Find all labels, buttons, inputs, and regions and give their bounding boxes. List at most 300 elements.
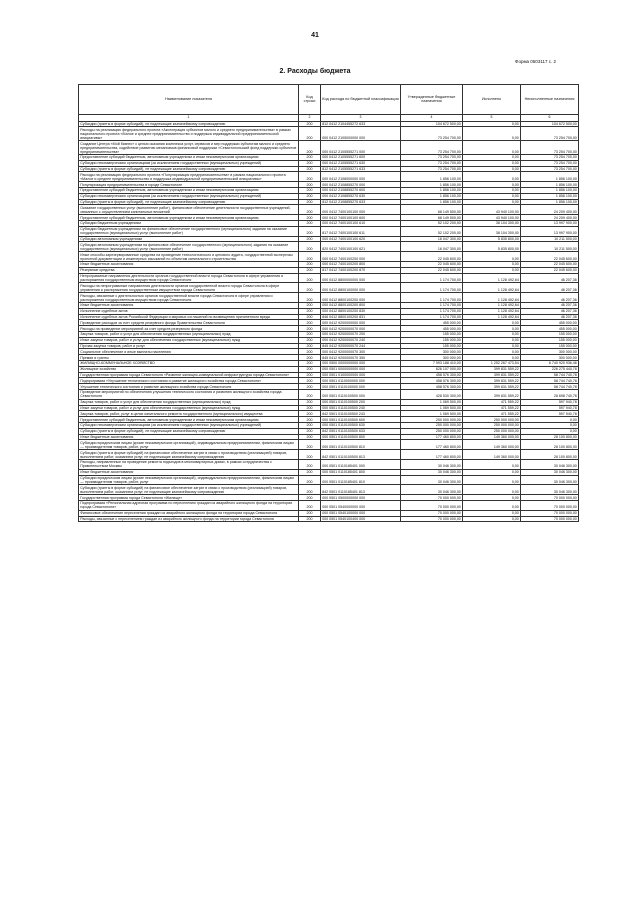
expenditure-table xyxy=(78,84,579,522)
row-kbk: 842 0501 0110100500 243 xyxy=(321,411,401,417)
row-executed: 1 252 267 473,54 xyxy=(463,361,521,367)
row-name: Государственная программа города Севастополя «Жилище» xyxy=(79,495,299,501)
row-unexecuted: 58 744 740,78 xyxy=(521,378,579,384)
row-unexecuted: 1 856 100,00 xyxy=(521,188,579,194)
row-executed: 0,00 xyxy=(463,127,521,141)
row-kbk: 000 0412 2105555271 000 xyxy=(321,141,401,155)
row-name: Подпрограмма «Улучшение технического состояния и развитие жилищного хозяйства города Севастополя» xyxy=(79,378,299,384)
row-kbk: 820 0412 7400100100 621 xyxy=(321,242,401,252)
row-kbk: 842 0501 0110185401 813 xyxy=(321,485,401,495)
row-approved: 1 856 100,00 xyxy=(401,172,463,182)
row-code: 200 xyxy=(299,182,321,188)
page-number: 41 xyxy=(311,32,319,39)
row-approved: 22 045 600,00 xyxy=(401,267,463,273)
row-approved: 52 102 200,00 xyxy=(401,226,463,236)
row-executed: 399 831 559,22 xyxy=(463,372,521,378)
row-code: 200 xyxy=(299,303,321,309)
row-kbk: 000 0412 9200000070 240 xyxy=(321,337,401,343)
row-approved: 73 254 700,00 xyxy=(401,141,463,155)
row-kbk: 000 0412 2108855270 600 xyxy=(321,188,401,194)
row-executed: 1 128 492,64 xyxy=(463,293,521,303)
row-approved: 250 000 000,00 xyxy=(401,428,463,434)
row-kbk: 000 0501 0110100500 810 xyxy=(321,440,401,450)
row-code: 200 xyxy=(299,141,321,155)
row-executed: 250 000 000,00 xyxy=(463,428,521,434)
row-name: Субсидии некоммерческим организациям (за исключением государственных (муниципальных) учреждений) xyxy=(79,160,299,166)
row-kbk: 000 0412 2105000000 000 xyxy=(321,127,401,141)
row-code: 200 xyxy=(299,475,321,485)
row-unexecuted: 13 997 900,00 xyxy=(521,221,579,227)
row-name: Субсидии (гранты в форме субсидий) на финансовое обеспечение затрат в связи с производством (реализацией) товаров, выполнением работ, оказанием услуг, не подлежащие казначейскому сопровождению xyxy=(79,485,299,495)
row-name: Предоставление субсидий бюджетным, автономным учреждениям и иным некоммерческим организациям xyxy=(79,417,299,423)
row-executed: 0,00 xyxy=(463,166,521,172)
row-unexecuted: 73 254 700,00 xyxy=(521,166,579,172)
col-index: 6 xyxy=(521,114,579,121)
row-code: 200 xyxy=(299,166,321,172)
row-unexecuted: 0,00 xyxy=(521,417,579,423)
row-executed: 0,00 xyxy=(463,193,521,199)
table-row xyxy=(79,127,579,141)
row-code: 200 xyxy=(299,501,321,511)
row-code: 200 xyxy=(299,361,321,367)
row-code: 200 xyxy=(299,215,321,221)
row-executed: 149 360 000,00 xyxy=(463,450,521,460)
row-name: Популяризация предпринимательства в городе Севастополе xyxy=(79,182,299,188)
row-kbk: 000 0412 8800100200 800 xyxy=(321,303,401,309)
row-approved: 1 069 500,00 xyxy=(401,411,463,417)
row-kbk: 000 0501 0100000000 000 xyxy=(321,372,401,378)
row-name: Жилищное хозяйство xyxy=(79,366,299,372)
row-name: Субсидии некоммерческим организациям (за исключением государственных (муниципальных) учреждений) xyxy=(79,423,299,429)
row-kbk: 000 0412 7400100100 610 xyxy=(321,221,401,227)
row-kbk: 000 0500 0000000000 000 xyxy=(321,361,401,367)
row-executed: 0,00 xyxy=(463,337,521,343)
row-executed: 5 835 800,00 xyxy=(463,236,521,242)
row-code: 200 xyxy=(299,326,321,332)
row-name: Проведение расходов за счет средств резервного фонда Правительства Севастополя xyxy=(79,320,299,326)
row-kbk: 000 0412 2108855270 000 xyxy=(321,182,401,188)
row-approved: 155 000,00 xyxy=(401,332,463,338)
row-code: 200 xyxy=(299,516,321,522)
row-approved: 177 460 800,00 xyxy=(401,440,463,450)
row-code: 200 xyxy=(299,188,321,194)
col-header-executed: Исполнено xyxy=(463,85,521,115)
row-code: 200 xyxy=(299,283,321,293)
row-unexecuted: 22 045 600,00 xyxy=(521,252,579,262)
row-kbk: 000 0501 0110185401 000 xyxy=(321,460,401,470)
row-approved: 30 046 300,00 xyxy=(401,475,463,485)
row-executed: 0,00 xyxy=(463,460,521,470)
row-unexecuted: 58 744 740,78 xyxy=(521,372,579,378)
row-code: 200 xyxy=(299,469,321,475)
row-executed: 0,00 xyxy=(463,326,521,332)
row-approved: 70 000 000,00 xyxy=(401,495,463,501)
row-code: 200 xyxy=(299,390,321,400)
row-approved: 300 000,00 xyxy=(401,349,463,355)
row-unexecuted: 30 046 300,00 xyxy=(521,460,579,470)
row-kbk: 000 0412 2108000000 000 xyxy=(321,172,401,182)
table-row xyxy=(79,141,579,155)
row-kbk: 000 0412 9200000070 000 xyxy=(321,326,401,332)
row-executed: 250 000 000,00 xyxy=(463,423,521,429)
row-approved: 1 174 700,00 xyxy=(401,314,463,320)
table-body xyxy=(79,121,579,522)
row-name: Оказание государственных услуг (выполнение работ), финансовое обеспечение деятельности государственных учреждений, связанных с осуществлением капитальных вложений xyxy=(79,205,299,215)
row-code: 200 xyxy=(299,160,321,166)
row-executed: 0,00 xyxy=(463,252,521,262)
row-executed: 0,00 xyxy=(463,199,521,205)
row-executed: 0,00 xyxy=(463,182,521,188)
table-row xyxy=(79,516,579,522)
row-unexecuted: 30 046 300,00 xyxy=(521,485,579,495)
col-header-kbk: Код расхода по бюджетной классификации xyxy=(321,85,401,115)
row-code: 200 xyxy=(299,205,321,215)
row-unexecuted: 1 856 100,00 xyxy=(521,182,579,188)
row-kbk: 000 0412 9200000070 200 xyxy=(321,332,401,338)
row-executed: 149 360 000,00 xyxy=(463,434,521,440)
table-row xyxy=(79,242,579,252)
row-code: 200 xyxy=(299,293,321,303)
row-name: Субсидии (гранты в форме субсидий), не подлежащие казначейскому сопровождению xyxy=(79,428,299,434)
col-index: 4 xyxy=(401,114,463,121)
row-name: Прочая закупка товаров, работ и услуг xyxy=(79,343,299,349)
row-unexecuted: 1 856 100,00 xyxy=(521,172,579,182)
row-name: Создание Центра «Мой бизнес» с целью оказания комплекса услуг, сервисов и мер поддержки субъектам малого и среднего предпринимательства, содействие развитию механизмов финансовой поддержки «Севастопольский фонд поддержки субъектов предпринимательства» xyxy=(79,141,299,155)
row-approved: 1 856 100,00 xyxy=(401,199,463,205)
row-executed: 43 940 100,00 xyxy=(463,205,521,215)
row-name: Иные закупки товаров, работ и услуг для обеспечения государственных (муниципальных) нужд xyxy=(79,405,299,411)
row-kbk: 842 0501 0110100500 813 xyxy=(321,450,401,460)
row-approved: 1 174 700,00 xyxy=(401,273,463,283)
row-kbk: 000 0412 8800000000 000 xyxy=(321,273,401,283)
table-row xyxy=(79,283,579,293)
row-executed: 0,00 xyxy=(463,267,521,273)
section-title: 2. Расходы бюджета xyxy=(279,68,351,75)
row-unexecuted: 70 000 000,00 xyxy=(521,516,579,522)
row-unexecuted: 70 000 000,00 xyxy=(521,495,579,501)
row-executed: 0,00 xyxy=(463,343,521,349)
row-approved: 16 047 300,00 xyxy=(401,236,463,242)
row-kbk: 000 0412 7400100100 620 xyxy=(321,236,401,242)
row-unexecuted: 226 275 440,78 xyxy=(521,366,579,372)
row-name: Субсидии бюджетным учреждениям на финансовое обеспечение государственного (муниципального) задания на оказание государственных (муниципальных) услуг (выполнение работ) xyxy=(79,226,299,236)
row-executed: 0,00 xyxy=(463,495,521,501)
row-kbk: 000 0501 0500000000 000 xyxy=(321,495,401,501)
row-kbk: 000 0412 7400100200 000 xyxy=(321,252,401,262)
row-approved: 155 000,00 xyxy=(401,343,463,349)
row-executed: 0,00 xyxy=(463,188,521,194)
row-executed: 399 831 559,22 xyxy=(463,390,521,400)
row-code: 200 xyxy=(299,495,321,501)
col-index: 2 xyxy=(299,114,321,121)
row-code: 200 xyxy=(299,434,321,440)
row-name: Иные бюджетные ассигнования xyxy=(79,303,299,309)
row-name: Субсидии бюджетным учреждениям xyxy=(79,221,299,227)
row-executed: 471 559,22 xyxy=(463,399,521,405)
column-index-row xyxy=(79,114,579,121)
table-row xyxy=(79,205,579,215)
row-kbk: 812 0412 2105555271 633 xyxy=(321,166,401,172)
row-unexecuted: 10 211 500,00 xyxy=(521,236,579,242)
row-approved: 458 576 300,00 xyxy=(401,378,463,384)
row-kbk: 812 0412 2104455272 633 xyxy=(321,121,401,127)
row-unexecuted: 0,00 xyxy=(521,428,579,434)
row-approved: 1 174 700,00 xyxy=(401,283,463,293)
row-executed: 0,00 xyxy=(463,349,521,355)
row-kbk: 000 0412 8800100200 000 xyxy=(321,293,401,303)
row-executed: 0,00 xyxy=(463,332,521,338)
row-approved: 22 045 600,00 xyxy=(401,252,463,262)
row-unexecuted: 155 000,00 xyxy=(521,343,579,349)
row-unexecuted: 73 254 700,00 xyxy=(521,160,579,166)
row-code: 200 xyxy=(299,440,321,450)
row-kbk: 000 0412 8800100000 000 xyxy=(321,283,401,293)
row-name: Субсидии юридическим лицам (кроме некоммерческих организаций), индивидуальным предпринимателям, физическим лицам — производителям товаров, работ, услуг xyxy=(79,440,299,450)
row-code: 200 xyxy=(299,343,321,349)
row-executed: 0,00 xyxy=(463,501,521,511)
row-unexecuted: 73 254 700,00 xyxy=(521,141,579,155)
row-executed: 0,00 xyxy=(463,516,521,522)
row-kbk: 000 0412 7400100100 600 xyxy=(321,215,401,221)
row-executed: 0,00 xyxy=(463,141,521,155)
row-name: Закупка товаров, работ и услуг для обеспечения государственных (муниципальных) нужд xyxy=(79,399,299,405)
row-name: Предоставление субсидий бюджетным, автономным учреждениям и иным некоммерческим организациям xyxy=(79,188,299,194)
row-approved: 250 000 000,00 xyxy=(401,417,463,423)
row-approved: 300 000,00 xyxy=(401,355,463,361)
row-unexecuted: 46 207,36 xyxy=(521,314,579,320)
row-code: 200 xyxy=(299,460,321,470)
row-name: Расходы, связанные с деятельностью органов государственной власти города Севастополя в сфере управления и распоряжения государственным имуществом города Севастополя xyxy=(79,293,299,303)
row-unexecuted: 455 000,00 xyxy=(521,326,579,332)
row-approved: 16 047 300,00 xyxy=(401,242,463,252)
row-code: 200 xyxy=(299,372,321,378)
row-executed: 1 128 492,64 xyxy=(463,308,521,314)
row-executed: 0,00 xyxy=(463,469,521,475)
table-row xyxy=(79,293,579,303)
row-code: 200 xyxy=(299,155,321,161)
row-unexecuted: 597 940,78 xyxy=(521,405,579,411)
row-code: 200 xyxy=(299,121,321,127)
row-executed: 0,00 xyxy=(463,355,521,361)
row-executed: 149 360 000,00 xyxy=(463,440,521,450)
row-name: Расходы на реализацию федерального проекта «Акселерация субъектов малого и среднего предпринимательства» в рамках национального проекта «Малое и среднее предпринимательство и поддержка индивидуальной предпринимательской инициативы» xyxy=(79,127,299,141)
row-code: 200 xyxy=(299,349,321,355)
row-kbk: 812 0412 2108855270 633 xyxy=(321,199,401,205)
row-name: Исполнение судебных актов Российской Федерации и мировых соглашений по возмещению причиненного вреда xyxy=(79,314,299,320)
table-row xyxy=(79,475,579,485)
row-executed: 38 104 300,00 xyxy=(463,221,521,227)
row-code: 200 xyxy=(299,450,321,460)
row-approved: 7 993 188 410,00 xyxy=(401,361,463,367)
row-kbk: 000 0501 0110000000 000 xyxy=(321,378,401,384)
row-kbk: 845 0412 9200000070 350 xyxy=(321,355,401,361)
row-code: 200 xyxy=(299,355,321,361)
row-name: Иные бюджетные ассигнования xyxy=(79,469,299,475)
row-name: Расходы на непрограммные направления деятельности органов государственной власти города Севастополя в сфере управления и распоряжения государственным имуществом города Севастополя xyxy=(79,283,299,293)
row-approved: 250 000 000,00 xyxy=(401,423,463,429)
row-unexecuted: 28 100 800,00 xyxy=(521,450,579,460)
row-kbk: 000 0501 0110185401 800 xyxy=(321,469,401,475)
row-approved: 1 856 100,00 xyxy=(401,182,463,188)
row-code: 200 xyxy=(299,267,321,273)
row-approved: 1 069 500,00 xyxy=(401,405,463,411)
row-unexecuted: 13 997 900,00 xyxy=(521,226,579,236)
row-kbk: 000 0501 0110100500 630 xyxy=(321,423,401,429)
row-approved: 73 254 700,00 xyxy=(401,155,463,161)
row-unexecuted: 30 046 300,00 xyxy=(521,475,579,485)
row-unexecuted: 22 045 600,00 xyxy=(521,267,579,273)
row-name: Иные закупки товаров, работ и услуг для обеспечения государственных (муниципальных) нужд xyxy=(79,337,299,343)
row-unexecuted: 46 207,36 xyxy=(521,283,579,293)
row-name: Иные бюджетные ассигнования xyxy=(79,434,299,440)
row-approved: 1 069 500,00 xyxy=(401,399,463,405)
row-code: 200 xyxy=(299,411,321,417)
row-code: 200 xyxy=(299,236,321,242)
row-unexecuted: 70 000 000,00 xyxy=(521,510,579,516)
col-header-code: Код строки xyxy=(299,85,321,115)
row-unexecuted: 46 207,36 xyxy=(521,308,579,314)
row-kbk: 817 0412 7400100100 611 xyxy=(321,226,401,236)
row-code: 200 xyxy=(299,172,321,182)
row-code: 200 xyxy=(299,423,321,429)
row-unexecuted: 46 207,36 xyxy=(521,293,579,303)
row-name: Иные бюджетные ассигнования xyxy=(79,262,299,268)
col-header-unexecuted: Неисполненные назначения xyxy=(521,85,579,115)
row-code: 200 xyxy=(299,337,321,343)
row-kbk: 000 0501 0110100500 240 xyxy=(321,405,401,411)
row-unexecuted: 155 000,00 xyxy=(521,332,579,338)
row-kbk: 845 0412 9200000070 244 xyxy=(321,343,401,349)
row-name: Расходы на реализацию федерального проекта «Популяризация предпринимательства» в рамках национального проекта «Малое и среднее предпринимательство и поддержка индивидуальной предпринимательской инициативы» xyxy=(79,172,299,182)
table-header-row xyxy=(79,85,579,115)
row-approved: 70 000 000,00 xyxy=(401,501,463,511)
row-executed: 0,00 xyxy=(463,160,521,166)
row-unexecuted: 0,00 xyxy=(521,423,579,429)
row-code: 200 xyxy=(299,252,321,262)
row-name: Субсидии (гранты в форме субсидий) на финансовое обеспечение затрат в связи с производством (реализацией) товаров, выполнением работ, оказанием услуг, не подлежащие казначейскому сопровождению xyxy=(79,450,299,460)
row-name: Закупка товаров, работ и услуг для обеспечения государственных (муниципальных) нужд xyxy=(79,332,299,338)
row-unexecuted: 6 740 920 936,46 xyxy=(521,361,579,367)
row-kbk: 842 0501 0110100500 633 xyxy=(321,428,401,434)
row-code: 200 xyxy=(299,242,321,252)
row-unexecuted: 24 209 400,00 xyxy=(521,205,579,215)
row-approved: 73 254 700,00 xyxy=(401,160,463,166)
col-index: 1 xyxy=(79,114,299,121)
table-row xyxy=(79,450,579,460)
row-unexecuted: 155 000,00 xyxy=(521,337,579,343)
row-kbk: 000 0412 8800100200 830 xyxy=(321,308,401,314)
row-name: Предоставление субсидий бюджетным, автономным учреждениям и иным некоммерческим организациям xyxy=(79,215,299,221)
row-code: 200 xyxy=(299,127,321,141)
row-name: Иные способы зарезервированные средства на проведение технологического и ценового аудита, государственной экспертизы проектной документации и инженерных изысканий по объектам капитального строительства xyxy=(79,252,299,262)
row-unexecuted: 24 209 400,00 xyxy=(521,215,579,221)
row-unexecuted: 10 211 500,00 xyxy=(521,242,579,252)
row-unexecuted: 104 672 500,00 xyxy=(521,121,579,127)
row-executed: 471 559,22 xyxy=(463,405,521,411)
row-approved: 30 046 300,00 xyxy=(401,460,463,470)
row-approved: 52 102 200,00 xyxy=(401,221,463,227)
row-executed: 0,00 xyxy=(463,172,521,182)
row-executed: 0,00 xyxy=(463,475,521,485)
row-executed: 38 104 300,00 xyxy=(463,226,521,236)
table-row xyxy=(79,226,579,236)
row-kbk: 000 0501 0110100500 000 xyxy=(321,390,401,400)
row-unexecuted: 46 207,36 xyxy=(521,303,579,309)
row-approved: 70 000 000,00 xyxy=(401,510,463,516)
row-kbk: 000 0501 0540100000 000 xyxy=(321,510,401,516)
row-name: Субсидии некоммерческим организациям (за исключением государственных (муниципальных) учреждений) xyxy=(79,193,299,199)
row-unexecuted: 28 100 800,00 xyxy=(521,440,579,450)
row-executed: 1 128 492,64 xyxy=(463,283,521,293)
row-kbk: 000 0412 9200000070 300 xyxy=(321,349,401,355)
row-kbk: 000 0412 9200000000 000 xyxy=(321,320,401,326)
row-executed: 399 831 559,22 xyxy=(463,378,521,384)
row-name: Субсидии (гранты в форме субсидий), не подлежащие казначейскому сопровождению xyxy=(79,166,299,172)
row-approved: 1 174 700,00 xyxy=(401,308,463,314)
row-approved: 30 046 300,00 xyxy=(401,469,463,475)
row-unexecuted: 455 000,00 xyxy=(521,320,579,326)
row-approved: 73 254 700,00 xyxy=(401,166,463,172)
row-executed: 0,00 xyxy=(463,262,521,268)
row-executed: 0,00 xyxy=(463,320,521,326)
col-header-name: Наименование показателя xyxy=(79,85,299,115)
row-name: Финансовое обеспечение переселения граждан из аварийного жилищного фонда на территории города Севастополя xyxy=(79,510,299,516)
row-executed: 0,00 xyxy=(463,155,521,161)
row-code: 200 xyxy=(299,273,321,283)
row-approved: 458 576 300,00 xyxy=(401,372,463,378)
row-code: 200 xyxy=(299,510,321,516)
row-kbk: 000 0501 0110100500 600 xyxy=(321,417,401,423)
row-name: Субсидии (гранты в форме субсидий), не подлежащие казначейскому сопровождению xyxy=(79,199,299,205)
row-approved: 1 174 700,00 xyxy=(401,303,463,309)
row-approved: 177 460 800,00 xyxy=(401,434,463,440)
row-executed: 471 559,22 xyxy=(463,411,521,417)
row-approved: 626 107 000,00 xyxy=(401,366,463,372)
row-kbk: 000 0501 0540100400 000 xyxy=(321,516,401,522)
row-name: Субсидии (гранты в форме субсидий), не подлежащие казначейскому сопровождению xyxy=(79,121,299,127)
table-row xyxy=(79,390,579,400)
row-executed: 1 128 492,64 xyxy=(463,303,521,309)
row-kbk: 846 0412 8800100200 831 xyxy=(321,314,401,320)
row-approved: 30 046 300,00 xyxy=(401,485,463,495)
row-kbk: 000 0412 2105555271 630 xyxy=(321,160,401,166)
row-approved: 1 174 700,00 xyxy=(401,293,463,303)
row-kbk: 000 0501 0110100500 200 xyxy=(321,399,401,405)
row-unexecuted: 58 744 740,78 xyxy=(521,384,579,390)
row-name: Предоставление субсидий бюджетным, автономным учреждениям и иным некоммерческим организациям xyxy=(79,155,299,161)
row-code: 200 xyxy=(299,405,321,411)
row-approved: 455 000,00 xyxy=(401,326,463,332)
row-code: 200 xyxy=(299,428,321,434)
row-code: 200 xyxy=(299,262,321,268)
table-row xyxy=(79,440,579,450)
row-code: 200 xyxy=(299,226,321,236)
row-unexecuted: 1 856 100,00 xyxy=(521,199,579,205)
row-executed: 43 940 100,00 xyxy=(463,215,521,221)
row-code: 200 xyxy=(299,308,321,314)
row-executed: 0,00 xyxy=(463,485,521,495)
row-name: Исполнение судебных актов xyxy=(79,308,299,314)
row-approved: 428 530 300,00 xyxy=(401,390,463,400)
row-executed: 0,00 xyxy=(463,121,521,127)
row-approved: 22 045 600,00 xyxy=(401,262,463,268)
row-unexecuted: 70 000 000,00 xyxy=(521,501,579,511)
row-approved: 104 672 500,00 xyxy=(401,121,463,127)
col-header-approved: Утвержденные бюджетные назначения xyxy=(401,85,463,115)
row-code: 200 xyxy=(299,399,321,405)
row-approved: 1 856 100,00 xyxy=(401,193,463,199)
row-name: Государственная программа города Севастополя «Развитие жилищно-коммунальной инфраструктуры города Севастополя» xyxy=(79,372,299,378)
